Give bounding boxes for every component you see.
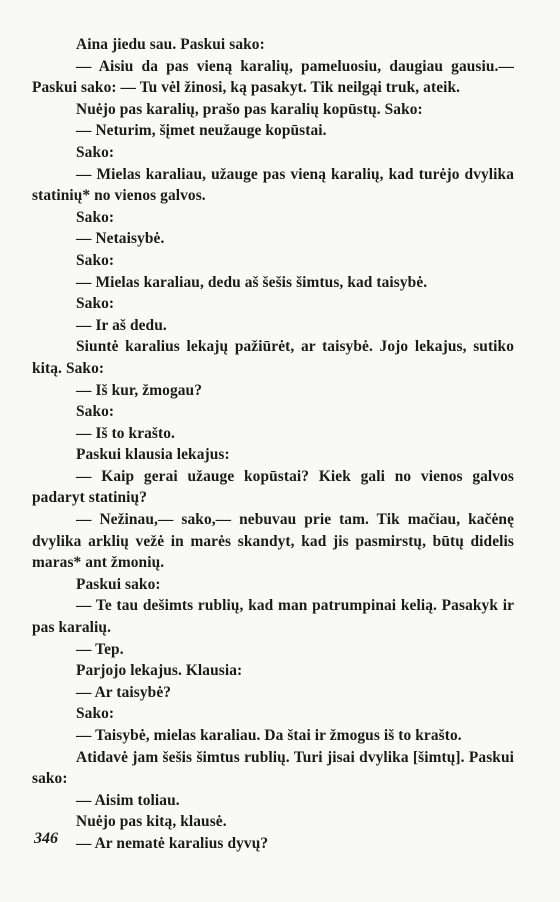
page-number: 346	[34, 830, 58, 847]
paragraph: — Taisybė, mielas karaliau. Da štai ir žmogus iš to krašto.	[76, 727, 462, 744]
paragraph: — Aisim toliau.	[76, 791, 180, 809]
paragraph: — Nežinau,— sako,— nebuvau prie tam. Tik mačiau, kačėnę dvylika arklių vežė in marės skandyt, kad jis pasmirstų, būtų didelis maras* ant žmonių.	[32, 511, 514, 572]
paragraph: Atidavė jam šešis šimtus rublių. Turi jisai dvylika [šimtų]. Paskui sako:	[32, 748, 514, 788]
paragraph: — Tep.	[76, 640, 124, 658]
paragraph: — Mielas karaliau, dedu aš šešis šimtus, kad taisybė.	[76, 273, 428, 291]
story-text	[32, 34, 514, 855]
paragraph: Nuėjo pas kitą, klausė.	[76, 813, 227, 831]
paragraph: — Neturim, šįmet neužauge kopūstai.	[76, 122, 327, 140]
paragraph: Siuntė karalius lekajų pažiūrėt, ar taisybė. Jojo lekajus, sutiko kitą. Sako:	[32, 338, 514, 377]
paragraph: — Iš kur, žmogau?	[76, 381, 202, 399]
paragraph: — Ar nematė karalius dyvų?	[76, 834, 269, 852]
paragraph: Sako:	[76, 251, 115, 269]
paragraph: — Mielas karaliau, užauge pas vieną karalių, kad turėjo dvylika statinių* no vienos galvos.	[32, 165, 514, 205]
paragraph: Aina jiedu sau. Paskui sako:	[76, 36, 265, 53]
paragraph: Sako:	[76, 705, 115, 723]
paragraph: — Iš to krašto.	[76, 424, 175, 442]
paragraph: — Te tau dešimts rublių, kad man patrumpinai kelią. Pasakyk ir pas karalių.	[32, 597, 514, 637]
paragraph: — Ar taisybė?	[76, 683, 172, 701]
paragraph: Sako:	[76, 403, 115, 421]
paragraph: Sako:	[76, 143, 115, 161]
paragraph: — Netaisybė.	[76, 230, 165, 248]
paragraph: — Kaip gerai užauge kopūstai? Kiek gali no vienos galvos padaryt statinių?	[32, 467, 514, 507]
paragraph: Nuėjo pas karalių, prašo pas karalių kopūstų. Sako:	[76, 100, 423, 118]
paragraph: — Ir aš dedu.	[76, 316, 167, 334]
paragraph: Paskui sako:	[76, 575, 161, 593]
paragraph: Paskui klausia lekajus:	[76, 446, 230, 464]
paragraph: Parjojo lekajus. Klausia:	[76, 662, 243, 680]
paragraph: Sako:	[76, 295, 115, 313]
paragraph: — Aisiu da pas vieną karalių, pameluosiu, daugiau gausiu.— Paskui sako: — Tu vėl žinosi, ką pasakyt. Tik neilgąi truk, ateik.	[32, 57, 514, 97]
paragraph: Sako:	[76, 208, 115, 226]
